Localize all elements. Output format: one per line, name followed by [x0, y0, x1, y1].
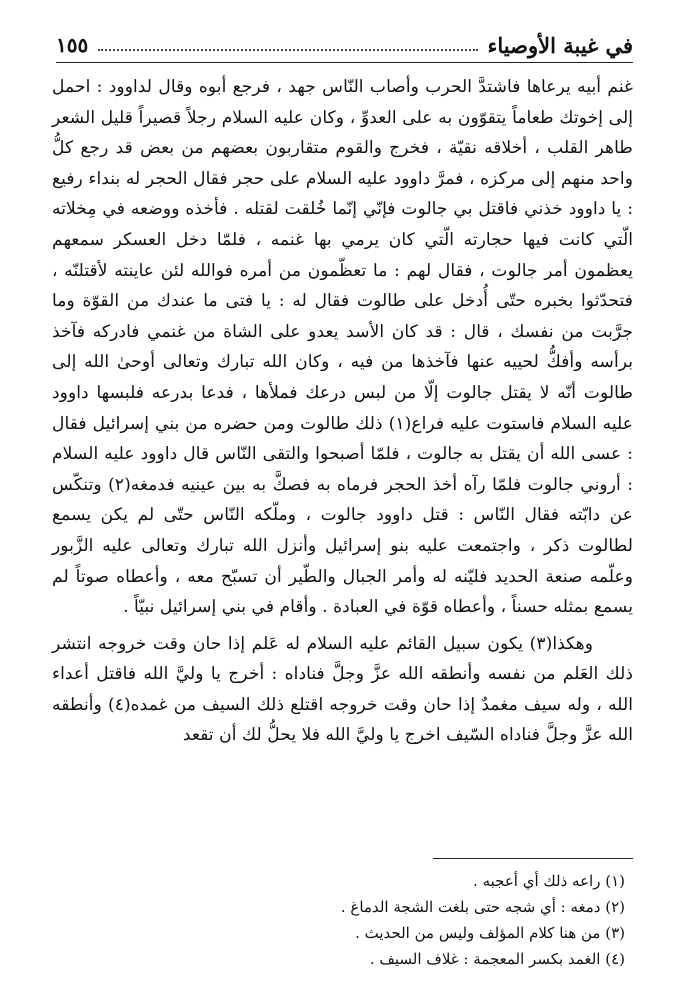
footnote-3: (٣) من هنا كلام المؤلف وليس من الحديث .: [355, 924, 625, 942]
page-number: ١٥٥: [56, 33, 89, 57]
chapter-title: في غيبة الأوصياء: [487, 32, 633, 58]
footnotes: [52, 868, 625, 972]
paragraph-1: غنم أبيه يرعاها فاشتدَّ الحرب وأصاب النّاس جهد ، فرجع أبوه وقال لداوود : احمل إلى إخوتك طعاماً يتقوّون به على العدوِّ ، وكان عليه السلام رجلاً قصيراً قليل الشعر طاهر القلب ، أخلاقه نقيّة ، فخرج والقوم متقاربون بعضهم من بعض قد رجع كلُّ واحد منهم إلى مركزه ، فمرَّ داوود عليه السلام على حجر فقال الحجر له بنداء رفيع : يا داوود خذني فاقتل بي جالوت فإنّي إنّما خُلقت لقتله . فأخذه ووضعه في مِخلاته الّتي كانت فيها حجارته الّتي كان يرمي بها غنمه ، فلمّا دخل العسكر سمعهم يعظمون أمر جالوت ، فقال لهم : ما تعظّمون من أمره فوالله لئن عاينته لأقتلنّه ، فتحدّثوا بخبره حتّى أُدخل على طالوت فقال له : يا فتى ما عندك من القوّة وما جرَّبت من نفسك ، قال : قد كان الأسد يعدو على الشاة من غنمي فادركه فآخذ برأسه وأفكُّ لحييه عنها فآخذها من فيه ، وكان الله تبارك وتعالى أوحىٰ الله إلى طالوت أنّه لا يقتل جالوت إلّا من لبس درعك فملأها ، فدعا بدرعه فلبسها داوود عليه السلام فاستوت عليه فراع(١) ذلك طالوت ومن حضره من بني إسرائيل فقال : عسى الله أن يقتل به جالوت ، فلمّا أصبحوا والتقى النّاس قال داوود عليه السلام : أروني جالوت فلمّا رآه أخذ الحجر فرماه به فصكَّ به بين عينيه فدمغه(٢) وتنكّس عن دابّته فقال النّاس : قتل داوود جالوت ، وملّكه النّاس حتّى لم يكن يسمع لطالوت ذكر ، واجتمعت عليه بنو إسرائيل وأنزل الله تبارك وتعالى عليه الزَّبور وعلّمه صنعة الحديد فليّنه له وأمر الجبال والطّير أن تسبّح معه ، وأعطاه صوتاً لم يسمع بمثله حسناً ، وأعطاه قوّة في العبادة . وأقام في بني إسرائيل نبيّاً .: [52, 77, 634, 618]
running-header: [56, 28, 633, 63]
footnote-1: (١) راعه ذلك أي أعجبه .: [473, 872, 625, 890]
main-text: [52, 72, 633, 751]
leader-dots: [98, 49, 477, 51]
footnote-4: (٤) الغمد بكسر المعجمة : غلاف السيف .: [369, 950, 625, 968]
footnote-2: (٢) دمغه : أي شجه حتى بلغت الشجة الدماغ .: [340, 898, 625, 916]
footnote-separator: [433, 858, 633, 859]
paragraph-2: وهكذا(٣) يكون سبيل القائم عليه السلام له عَلم إذا حان وقت خروجه انتشر ذلك العَلم من نفسه وأنطقه الله عزَّ وجلَّ فناداه : أخرج يا وليَّ الله فاقتل أعداء الله ، وله سيف مغمدٌ إذا حان وقت خروجه اقتلع ذلك السيف من غمده(٤) وأنطقه الله عزَّ وجلَّ فناداه السّيف اخرج يا وليَّ الله فلا يحلُّ لك أن تقعد: [52, 633, 633, 746]
